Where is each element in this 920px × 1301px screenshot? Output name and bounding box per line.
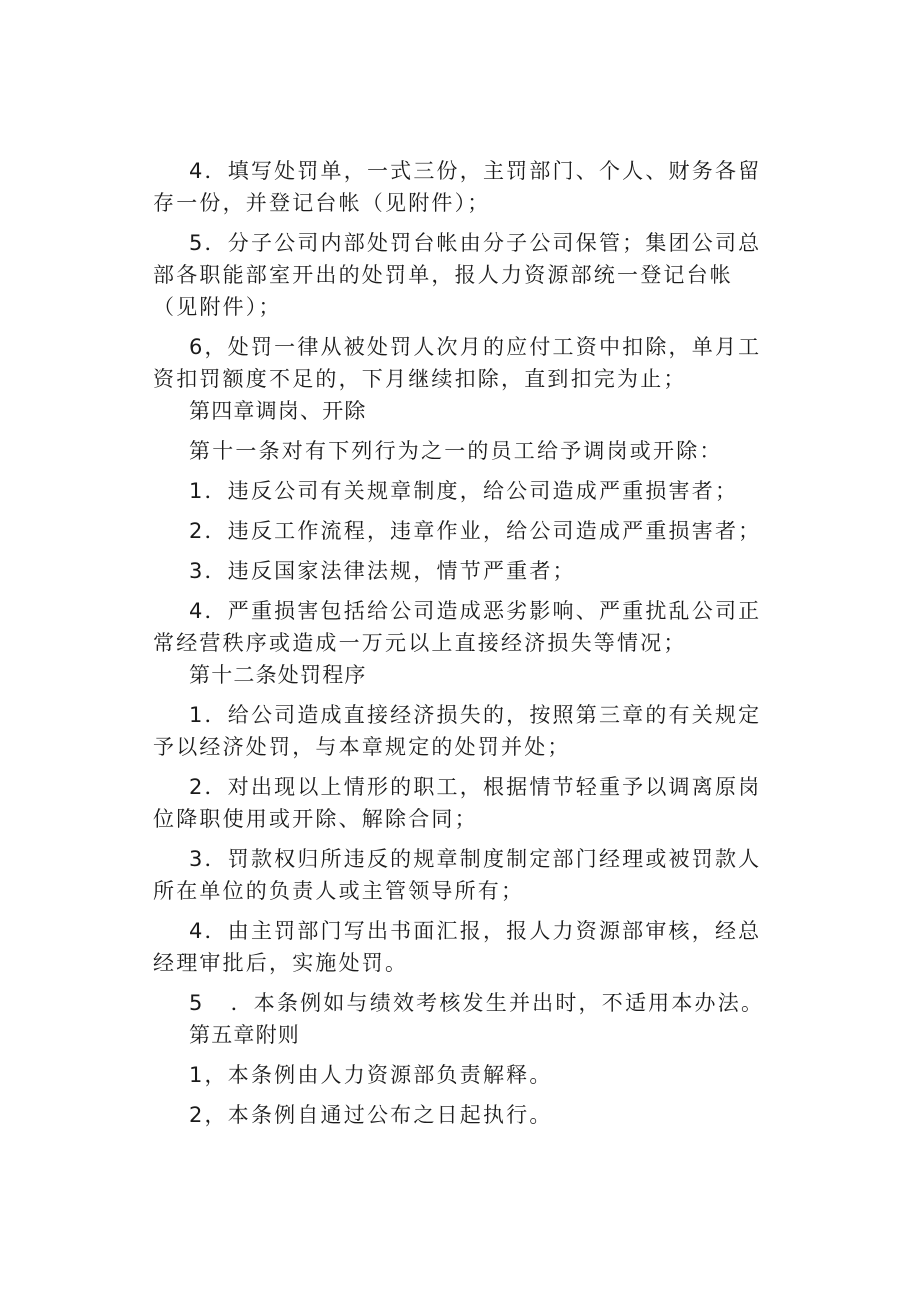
paragraph-penalty-ledger: 5．分子公司内部处罚台帐由分子公司保管；集团公司总部各职能部室开出的处罚单，报人力资源部统一登记台帐（见附件）； xyxy=(153,231,762,319)
article-12-item-2: 2．对出现以上情形的职工，根据情节轻重予以调离原岗位降职使用或开除、解除合同； xyxy=(153,775,762,831)
paragraph-penalty-form: 4．填写处罚单，一式三份，主罚部门、个人、财务各留存一份，并登记台帐（见附件）； xyxy=(153,159,762,215)
article-12-item-1: 1．给公司造成直接经济损失的，按照第三章的有关规定予以经济处罚，与本章规定的处罚并处； xyxy=(153,703,762,759)
article-12-item-5 xyxy=(153,987,773,1019)
document-body xyxy=(153,155,773,1131)
article-11-item-1: 1．违反公司有关规章制度，给公司造成严重损害者； xyxy=(189,479,739,503)
paragraph-wage-deduction: 6，处罚一律从被处罚人次月的应付工资中扣除，单月工资扣罚额度不足的，下月继续扣除，直到扣完为止； xyxy=(153,335,762,391)
article-12-item-5-number: 5 xyxy=(189,991,205,1015)
article-11-heading: 第十一条对有下列行为之一的员工给予调岗或开除： xyxy=(189,439,723,463)
chapter-5-heading: 第五章附则 xyxy=(189,1023,300,1047)
article-12-item-5-text: ．本条例如与绩效考核发生并出时，不适用本办法。 xyxy=(230,991,765,1015)
chapter-4-heading: 第四章调岗、开除 xyxy=(189,399,367,423)
article-11-item-4: 4．严重损害包括给公司造成恶劣影响、严重扰乱公司正常经营秩序或造成一万元以上直接经济损失等情况； xyxy=(153,599,762,655)
supplementary-item-1: 1，本条例由人力资源部负责解释。 xyxy=(189,1063,553,1087)
article-11-item-3: 3．违反国家法律法规，情节严重者； xyxy=(189,559,576,583)
article-11-item-2: 2．违反工作流程，违章作业，给公司造成严重损害者； xyxy=(189,519,762,543)
article-12-item-4: 4．由主罚部门写出书面汇报，报人力资源部审核，经总经理审批后，实施处罚。 xyxy=(153,919,762,975)
article-12-item-3: 3．罚款权归所违反的规章制度制定部门经理或被罚款人所在单位的负责人或主管领导所有； xyxy=(153,847,762,903)
supplementary-item-2: 2，本条例自通过公布之日起执行。 xyxy=(189,1103,553,1127)
article-12-heading: 第十二条处罚程序 xyxy=(189,663,367,687)
